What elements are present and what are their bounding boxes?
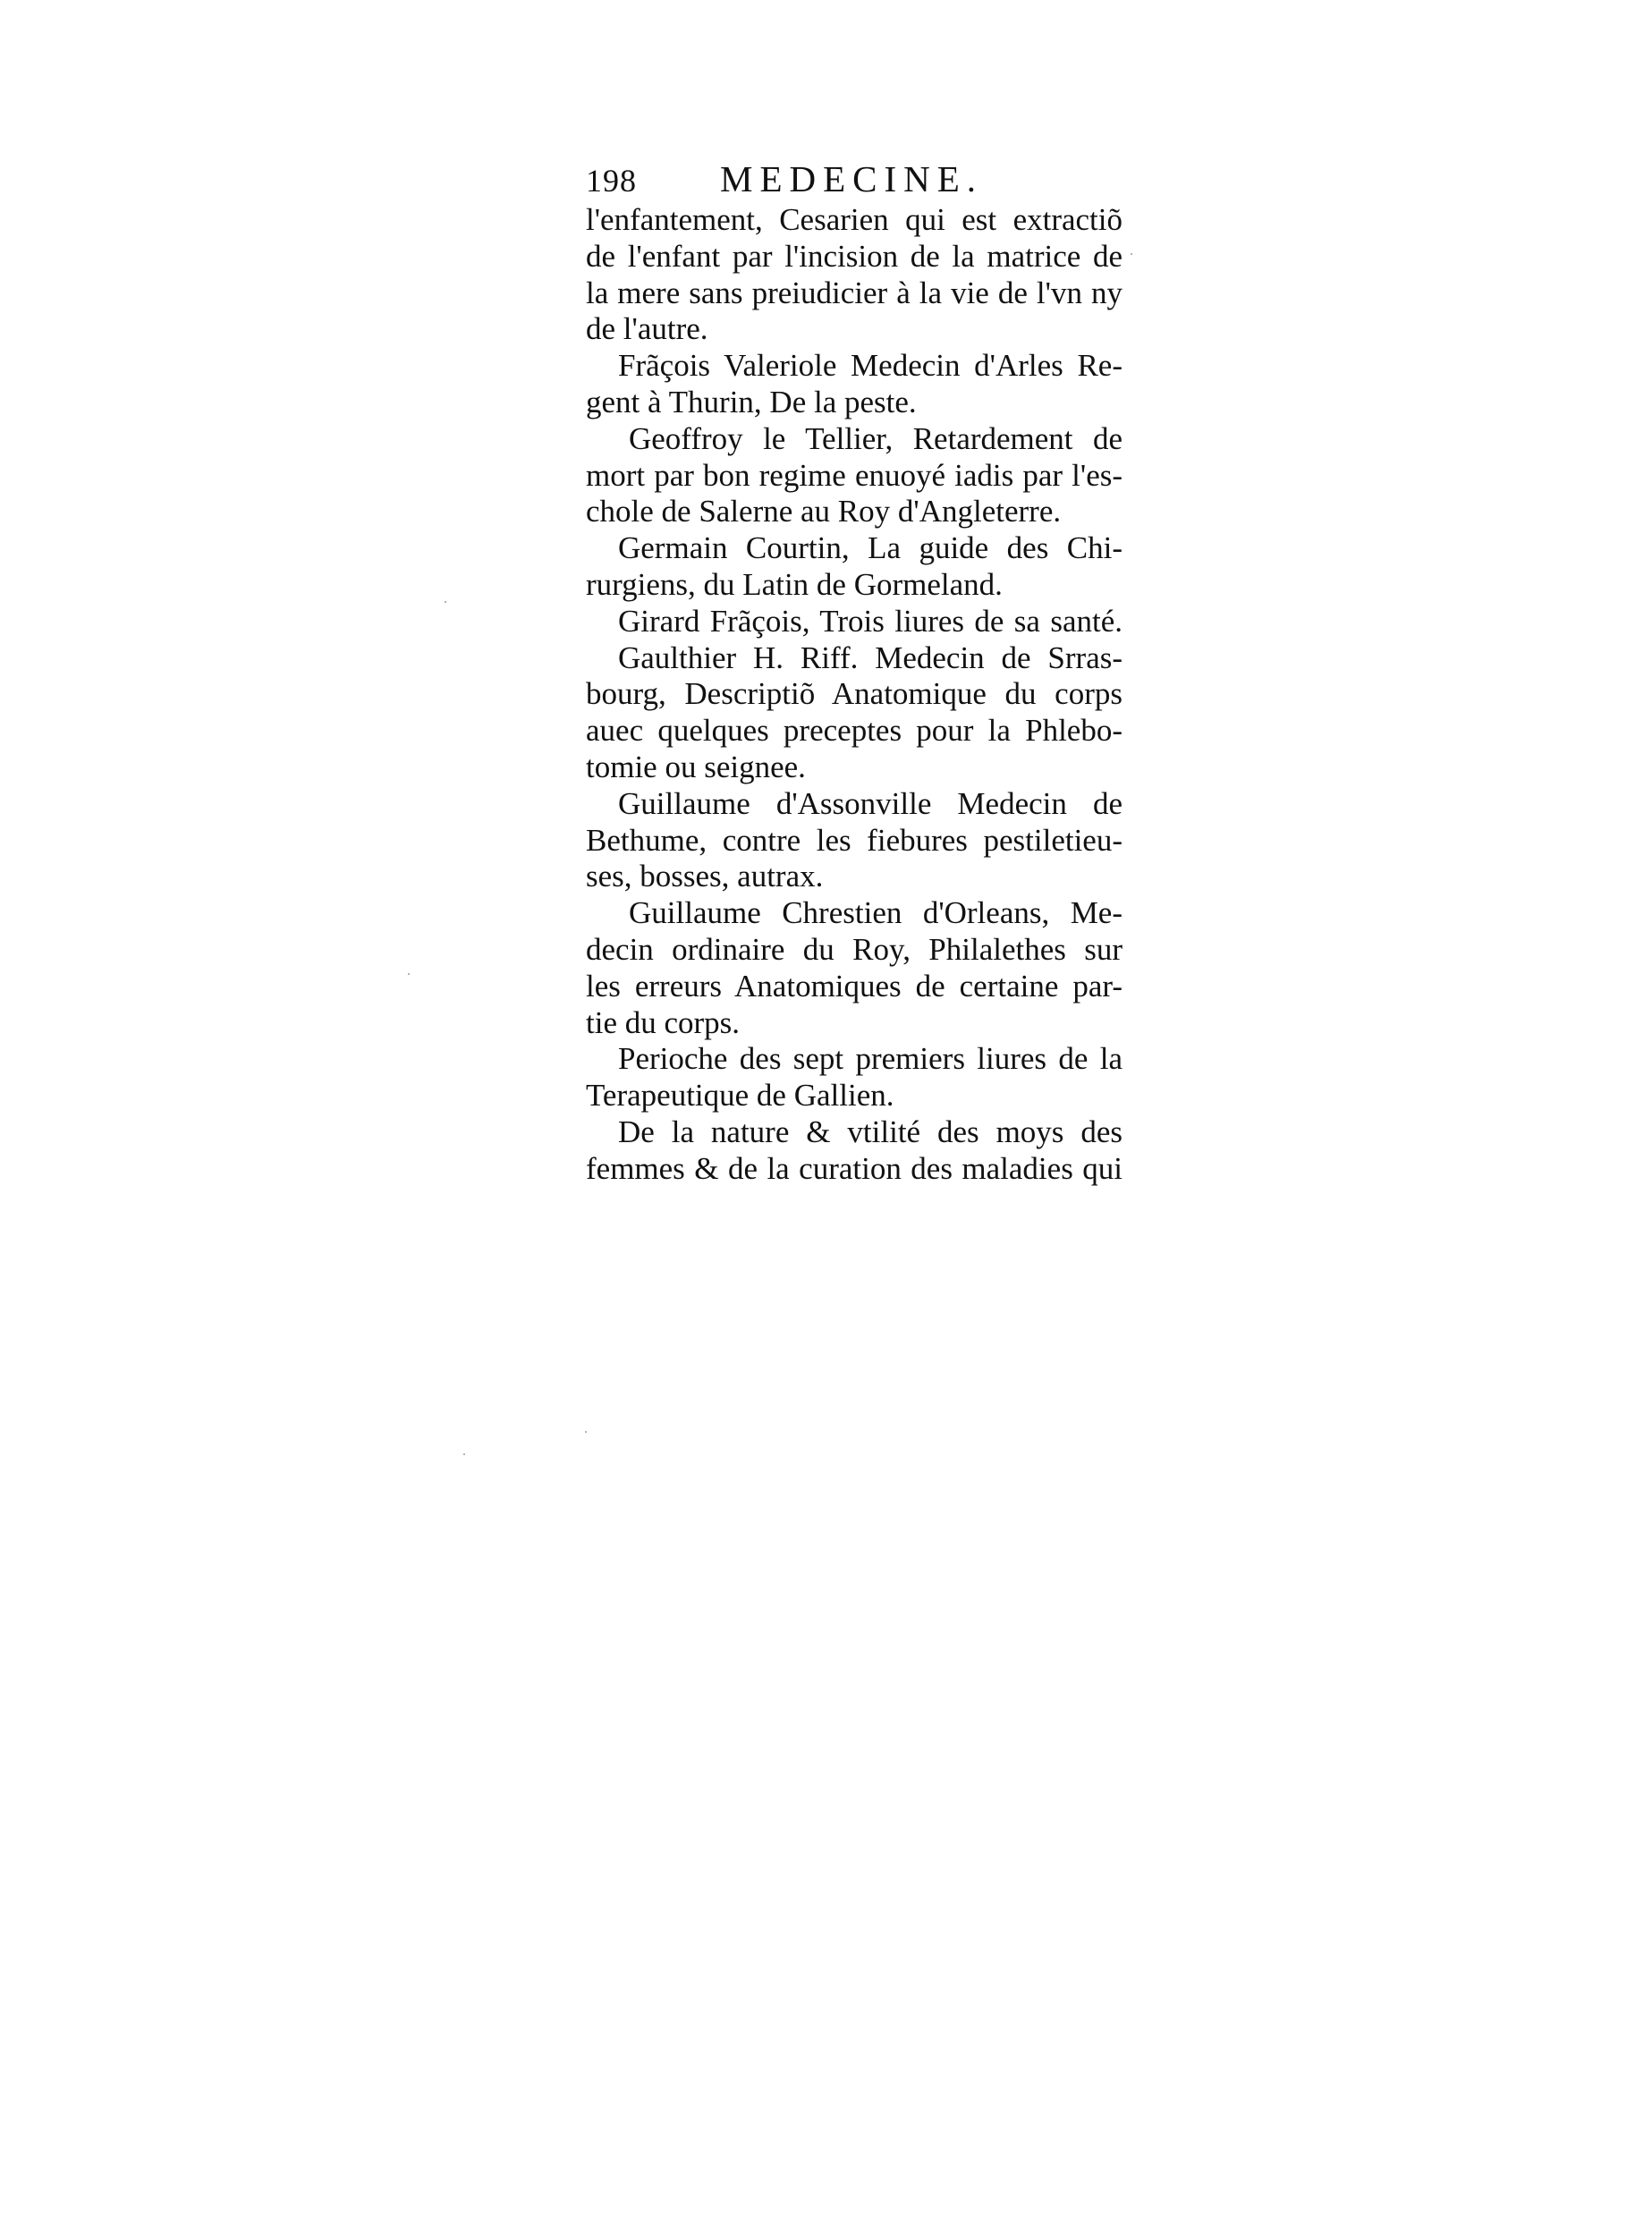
text-line: gent à Thurin, De la peste.	[586, 384, 917, 419]
text-line: Geoffroy le Tellier, Retardement de	[629, 420, 1123, 456]
text-line: decin ordinaire du Roy, Philalethes sur	[586, 931, 1123, 967]
text-line: auec quelques preceptes pour la Phlebo-	[586, 713, 1123, 749]
ink-speck	[463, 1453, 465, 1455]
running-head	[586, 157, 1123, 202]
text-line: la mere sans preiudicier à la vie de l'vn ny	[586, 275, 1123, 310]
text-line: Germain Courtin, La guide des Chi-	[618, 530, 1123, 566]
text-line: Gaulthier H. Riff. Medecin de Srras-	[618, 639, 1123, 675]
text-line: De la nature & vtilité des moys des	[618, 1114, 1123, 1149]
text-line: Bethume, contre les fiebures pestiletieu-	[586, 822, 1123, 858]
text-line: chole de Salerne au Roy d'Angleterre.	[586, 494, 1062, 529]
text-line: mort par bon regime enuoyé iadis par l'es-	[586, 457, 1123, 493]
text-line: bourg, Descriptiõ Anatomique du corps	[586, 676, 1123, 712]
ink-speck	[445, 601, 446, 603]
text-line: de l'enfant par l'incision de la matrice de	[586, 238, 1123, 274]
text-line: Frãçois Valeriole Medecin d'Arles Re-	[618, 348, 1123, 384]
ink-speck	[408, 973, 410, 975]
text-line: ses, bosses, autrax.	[586, 859, 824, 894]
text-line: Girard Frãçois, Trois liures de sa santé.	[618, 603, 1123, 639]
text-line: de l'autre.	[586, 311, 708, 347]
text-line: Terapeutique de Gallien.	[586, 1078, 894, 1114]
text-line: Guillaume Chrestien d'Orleans, Me-	[629, 895, 1123, 931]
text-line: femmes & de la curation des maladies qui	[586, 1150, 1123, 1186]
text-line: tie du corps.	[586, 1004, 741, 1040]
text-line: Perioche des sept premiers liures de la	[618, 1041, 1123, 1077]
page-number: 198	[586, 163, 637, 199]
text-line: Guillaume d'Assonville Medecin de	[618, 785, 1123, 821]
running-title: MEDECINE.	[720, 158, 984, 199]
text-line: rurgiens, du Latin de Gormeland.	[586, 566, 1003, 602]
ink-speck	[585, 1431, 587, 1433]
ink-speck	[1131, 253, 1132, 255]
body-text	[586, 202, 1123, 1188]
text-column	[586, 157, 1123, 1188]
text-line: l'enfantement, Cesarien qui est extractiõ	[586, 202, 1123, 237]
text-line: tomie ou seignee.	[586, 749, 806, 784]
text-line: les erreurs Anatomiques de certaine par-	[586, 968, 1123, 1004]
